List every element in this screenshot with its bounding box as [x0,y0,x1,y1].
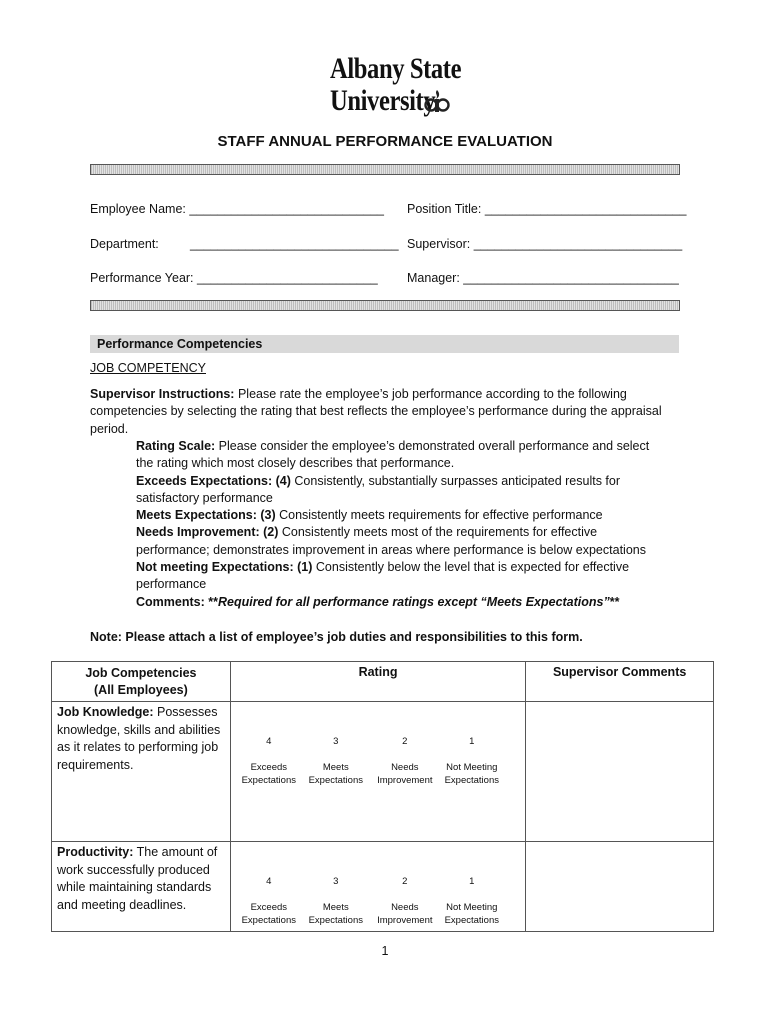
rating-desc: Expectations [444,915,499,926]
rating-cell-productivity [230,842,525,932]
rating-desc: Not Meeting [446,762,498,773]
competency-table [51,661,714,932]
not-meeting-text: Consistently below the level that is expected for effective performance [136,560,630,592]
meets-label: Meets Expectations: (3) [136,508,276,523]
rating-desc: Exceeds [250,902,288,913]
rating-desc: Meets [322,902,349,913]
department-field[interactable]: ______________________________ [190,237,399,251]
instructions-label: Supervisor Instructions: [90,387,235,401]
comments-desc [136,594,668,611]
rating-scale-label: Rating Scale: [136,439,216,453]
comments-label: Comments: ** [136,594,218,609]
table-row [52,842,714,932]
rating-desc: Needs [391,762,419,773]
competencies-header-line-2: (All Employees) [94,683,188,697]
rating-desc: Expectations [241,775,296,786]
not-meeting-desc [136,559,668,594]
comments-header: Supervisor Comments [552,665,687,679]
rating-cell-job-knowledge [230,702,525,842]
rating-desc: Needs [391,902,419,913]
rating-option-2[interactable] [375,875,435,927]
attach-note: Note: Please attach a list of employee’s job duties and responsibilities to this form. [90,630,583,644]
divider-bar-top [90,164,680,175]
productivity-label: Productivity: [57,845,134,859]
comments-cell-job-knowledge[interactable] [526,702,714,842]
page-number: 1 [381,944,389,958]
needs-desc [136,524,668,559]
rating-header: Rating [358,665,398,679]
supervisor-field[interactable]: Supervisor: ______________________________ [407,237,683,251]
torch-emblem-icon [424,88,450,114]
comments-text: Required for all performance ratings except “Meets Expectations” [217,594,610,609]
rating-option-1[interactable] [442,875,502,927]
logo-line-2: University [330,84,436,117]
rating-desc: Not Meeting [446,902,498,913]
rating-num: 4 [266,736,272,747]
col-header-comments [526,662,714,702]
section-heading: Performance Competencies [90,335,679,353]
logo-line-1: Albany State [330,52,462,85]
comments-cell-productivity[interactable] [526,842,714,932]
needs-label: Needs Improvement: (2) [136,525,279,540]
exceeds-label: Exceeds Expectations: (4) [136,473,291,488]
productivity-text: The amount of work successfully produced while maintaining standards and meeting deadlines. [57,845,218,912]
exceeds-desc [136,473,668,508]
rating-option-4[interactable] [239,875,299,927]
rating-option-4[interactable] [239,735,299,787]
rating-desc: Expectations [241,915,296,926]
table-row [52,702,714,842]
rating-desc: Expectations [308,775,363,786]
performance-year-field[interactable]: Performance Year: __________________________ [90,271,378,285]
supervisor-instructions [90,386,682,438]
rating-num: 2 [402,876,408,887]
col-header-competencies [52,662,231,702]
competencies-header-line-1: Job Competencies [85,666,197,680]
employee-name-field[interactable]: Employee Name: ____________________________ [90,202,385,216]
col-header-rating [230,662,525,702]
university-logo [330,52,460,124]
rating-num: 3 [333,736,339,747]
rating-desc: Improvement [377,915,433,926]
job-knowledge-label: Job Knowledge: [57,705,154,719]
rating-option-3[interactable] [306,735,366,787]
rating-num: 4 [266,876,272,887]
not-meeting-label: Not meeting Expectations: (1) [136,560,313,575]
job-competency-heading: JOB COMPETENCY [90,361,206,375]
competency-cell-job-knowledge [52,702,231,842]
exceeds-text: Consistently, substantially surpasses anticipated results for satisfactory performance [136,473,621,505]
rating-desc: Meets [322,762,349,773]
job-knowledge-text: Possesses knowledge, skills and abilities as it relates to performing job requirements. [57,705,221,772]
page-title: STAFF ANNUAL PERFORMANCE EVALUATION [217,133,553,150]
meets-text: Consistently meets requirements for effective performance [275,508,603,523]
needs-text: Consistently meets most of the requirements for effective performance; demonstrates improvement in areas where performance is below expectations [136,525,646,557]
rating-scale-block [136,438,668,611]
rating-num: 2 [402,736,408,747]
rating-num: 1 [469,876,475,887]
rating-num: 3 [333,876,339,887]
rating-scale-text: Please consider the employee’s demonstrated overall performance and select the rating which most closely describes that performance. [136,439,650,471]
rating-option-3[interactable] [306,875,366,927]
rating-option-2[interactable] [375,735,435,787]
rating-num: 1 [469,736,475,747]
instructions-text: Please rate the employee’s job performance according to the following competencies by selecting the rating that best reflects the employee’s performance during the appraisal period. [90,387,662,436]
comments-tail: ** [609,594,620,609]
meets-desc [136,507,668,524]
rating-option-1[interactable] [442,735,502,787]
rating-desc: Improvement [377,775,433,786]
divider-bar-bottom [90,300,680,311]
rating-desc: Expectations [308,915,363,926]
rating-scale-desc [136,438,668,473]
position-title-field[interactable]: Position Title: _____________________________ [407,202,687,216]
rating-desc: Exceeds [250,762,288,773]
department-label: Department: [90,237,159,251]
rating-desc: Expectations [444,775,499,786]
manager-field[interactable]: Manager: _______________________________ [407,271,679,285]
competency-cell-productivity [52,842,231,932]
